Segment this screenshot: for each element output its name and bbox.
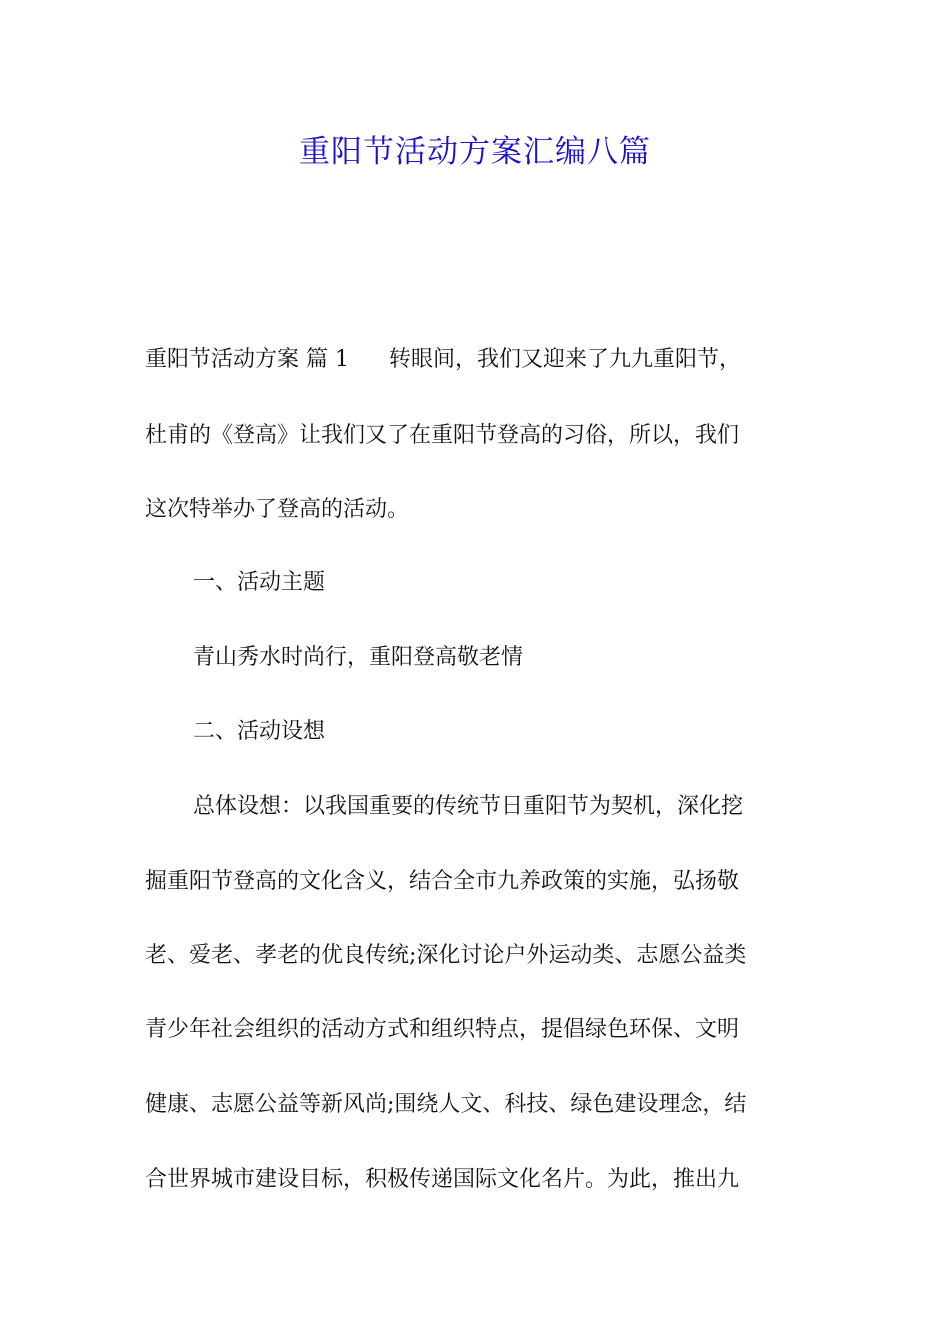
theme-text: 青山秀水时尚行，重阳登高敬老情 (193, 645, 524, 670)
paragraph-line-8: 掘重阳节登高的文化含义，结合全市九养政策的实施，弘扬敬 (145, 869, 740, 894)
paragraph-line-9: 老、爱老、孝老的优良传统;深化讨论户外运动类、志愿公益类 (145, 943, 747, 968)
section-heading-theme: 一、活动主题 (193, 570, 326, 595)
section-heading-concept: 二、活动设想 (193, 719, 326, 744)
paragraph-line-12: 合世界城市建设目标，积极传递国际文化名片。为此，推出九 (145, 1167, 740, 1192)
paragraph-line-3: 这次特举办了登高的活动。 (145, 497, 410, 522)
paragraph-line-1 (145, 345, 810, 375)
section-heading: 重阳节活动方案 篇 1 (145, 347, 349, 372)
paragraph-text: 转眼间，我们又迎来了九九重阳节， (388, 347, 741, 372)
document-title: 重阳节活动方案汇编八篇 (299, 134, 651, 170)
paragraph-line-7: 总体设想：以我国重要的传统节日重阳节为契机，深化挖 (193, 794, 744, 819)
paragraph-line-11: 健康、志愿公益等新风尚;围绕人文、科技、绿色建设理念，结 (145, 1092, 747, 1117)
paragraph-line-10: 青少年社会组织的活动方式和组织特点，提倡绿色环保、文明 (145, 1017, 740, 1042)
paragraph-line-2: 杜甫的《登高》让我们又了在重阳节登高的习俗，所以，我们 (145, 423, 740, 448)
